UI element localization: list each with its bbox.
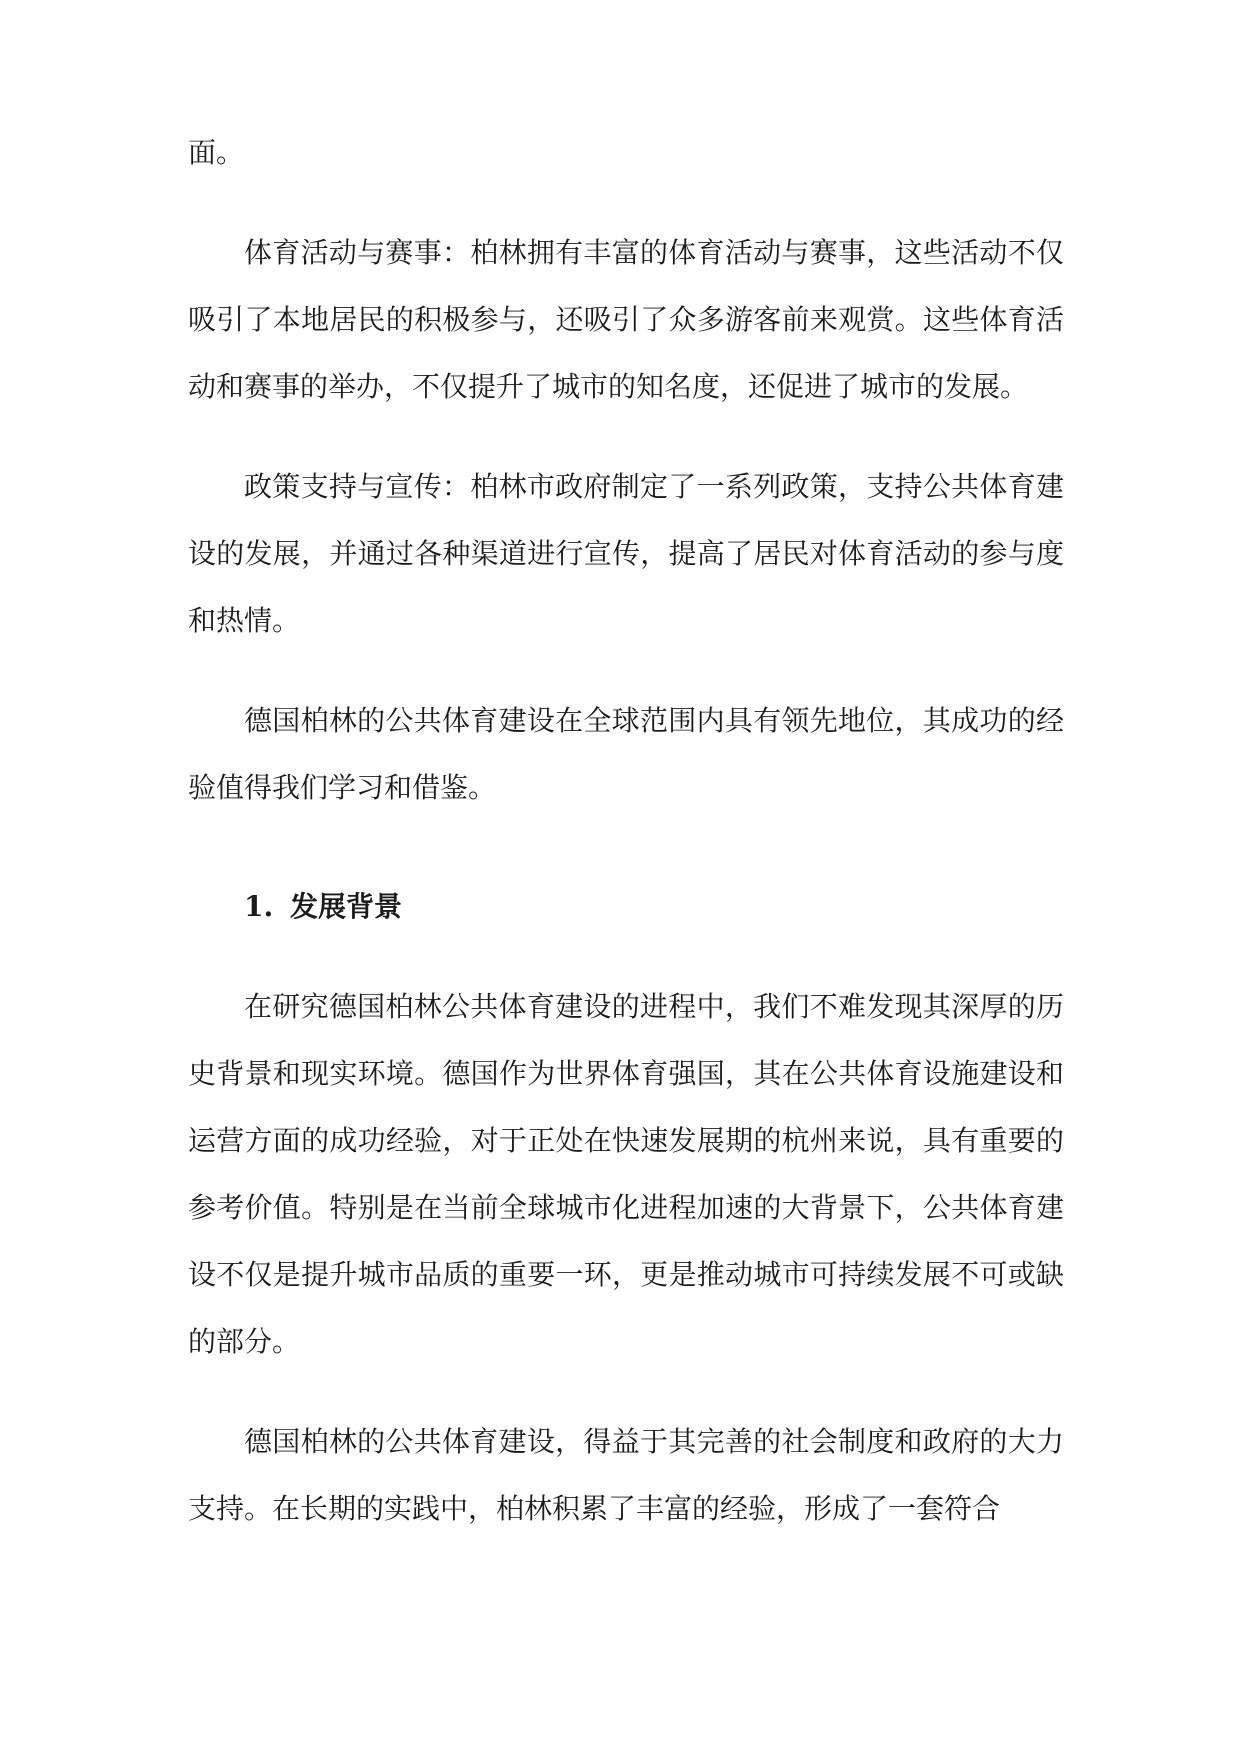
section-title: 发展背景 — [290, 890, 403, 923]
document-body — [188, 0, 1064, 1542]
section-number: 1. — [244, 890, 274, 923]
paragraph-fragment: 面。 — [188, 136, 245, 169]
section-heading — [188, 873, 1064, 940]
paragraph-government-support: 德国柏林的公共体育建设，得益于其完善的社会制度和政府的大力支持。在长期的实践中，柏林积累了丰富的经验，形成了一套符合 — [188, 1425, 1064, 1525]
paragraph-background: 在研究德国柏林公共体育建设的进程中，我们不难发现其深厚的历史背景和现实环境。德国作为世界体育强国，其在公共体育设施建设和运营方面的成功经验，对于正处在快速发展期的杭州来说，具有重要的参考价值。特别是在当前全球城市化进程加速的大背景下，公共体育建设不仅是提升城市品质的重要一环，更是推动城市可持续发展不可或缺的部分。 — [188, 990, 1064, 1358]
paragraph-policy-support: 政策支持与宣传：柏林市政府制定了一系列政策，支持公共体育建设的发展，并通过各种渠道进行宣传，提高了居民对体育活动的参与度和热情。 — [188, 470, 1064, 637]
paragraph-leading-position: 德国柏林的公共体育建设在全球范围内具有领先地位，其成功的经验值得我们学习和借鉴。 — [188, 704, 1064, 804]
paragraph-sports-events: 体育活动与赛事：柏林拥有丰富的体育活动与赛事，这些活动不仅吸引了本地居民的积极参与，还吸引了众多游客前来观赏。这些体育活动和赛事的举办，不仅提升了城市的知名度，还促进了城市的发展。 — [188, 236, 1064, 403]
